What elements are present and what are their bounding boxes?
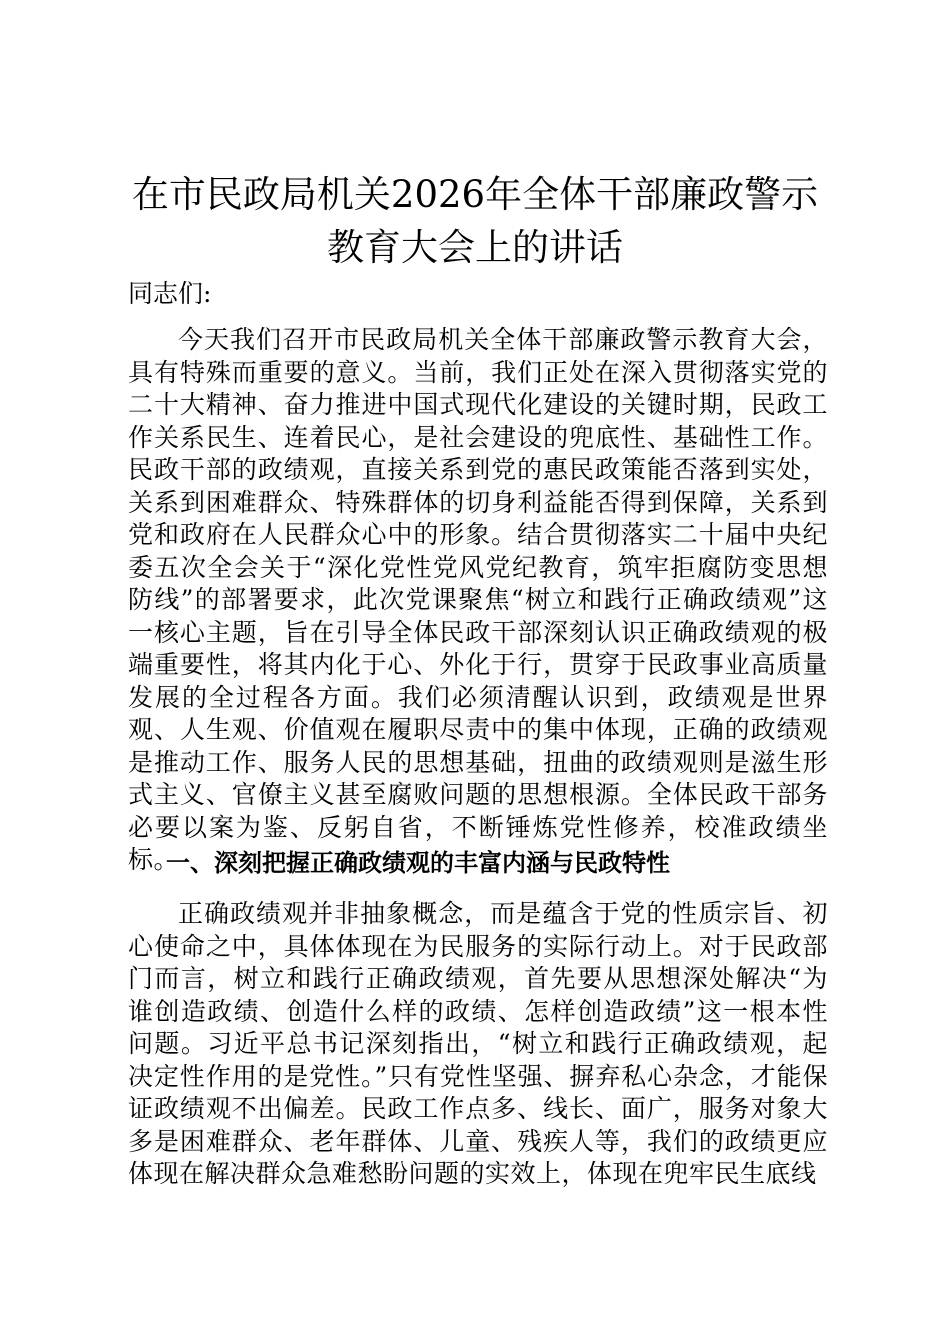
paragraph-intro: 今天我们召开市民政局机关全体干部廉政警示教育大会，具有特殊而重要的意义。当前，我们正处在深入贯彻落实党的二十大精神、奋力推进中国式现代化建设的关键时期，民政工作关系民生、连着民心，是社会建设的兜底性、基础性工作。民政干部的政绩观，直接关系到党的惠民政策能否落到实处，关系到困难群众、特殊群体的切身利益能否得到保障，关系到党和政府在人民群众心中的形象。结合贯彻落实二十届中央纪委五次全会关于“深化党性党风党纪教育，筑牢拒腐防变思想防线”的部署要求，此次党课聚焦“树立和践行正确政绩观”这一核心主题，旨在引导全体民政干部深刻认识正确政绩观的极端重要性，将其内化于心、外化于行，贯穿于民政事业高质量发展的全过程各方面。我们必须清醒认识到，政绩观是世界观、人生观、价值观在履职尽责中的集中体现，正确的政绩观是推动工作、服务人民的思想基础，扭曲的政绩观则是滋生形式主义、官僚主义甚至腐败问题的思想根源。全体民政干部务必要以案为鉴、反躬自省，不断锤炼党性修养，校准政绩坐标。 [128,325,828,874]
section-heading: 一、深刻把握正确政绩观的丰富内涵与民政特性 [166,849,670,877]
paragraph-section-1: 正确政绩观并非抽象概念，而是蕴含于党的性质宗旨、初心使命之中，具体体现在为民服务的实际行动上。对于民政部门而言，树立和践行正确政绩观，首先要从思想深处解决“为谁创造政绩、创造什么样的政绩、怎样创造政绩”这一根本性问题。习近平总书记深刻指出，“树立和践行正确政绩观，起决定性作用的是党性。”只有党性坚强、摒弃私心杂念，才能保证政绩观不出偏差。民政工作点多、线长、面广，服务对象大多是困难群众、老年群体、儿童、残疾人等，我们的政绩更应体现在解决群众急难愁盼问题的实效上，体现在兜牢民生底线 [128,899,828,1188]
document-title: 在市民政局机关2026年全体干部廉政警示教育大会上的讲话 [131,173,819,269]
salutation: 同志们: [128,279,212,308]
